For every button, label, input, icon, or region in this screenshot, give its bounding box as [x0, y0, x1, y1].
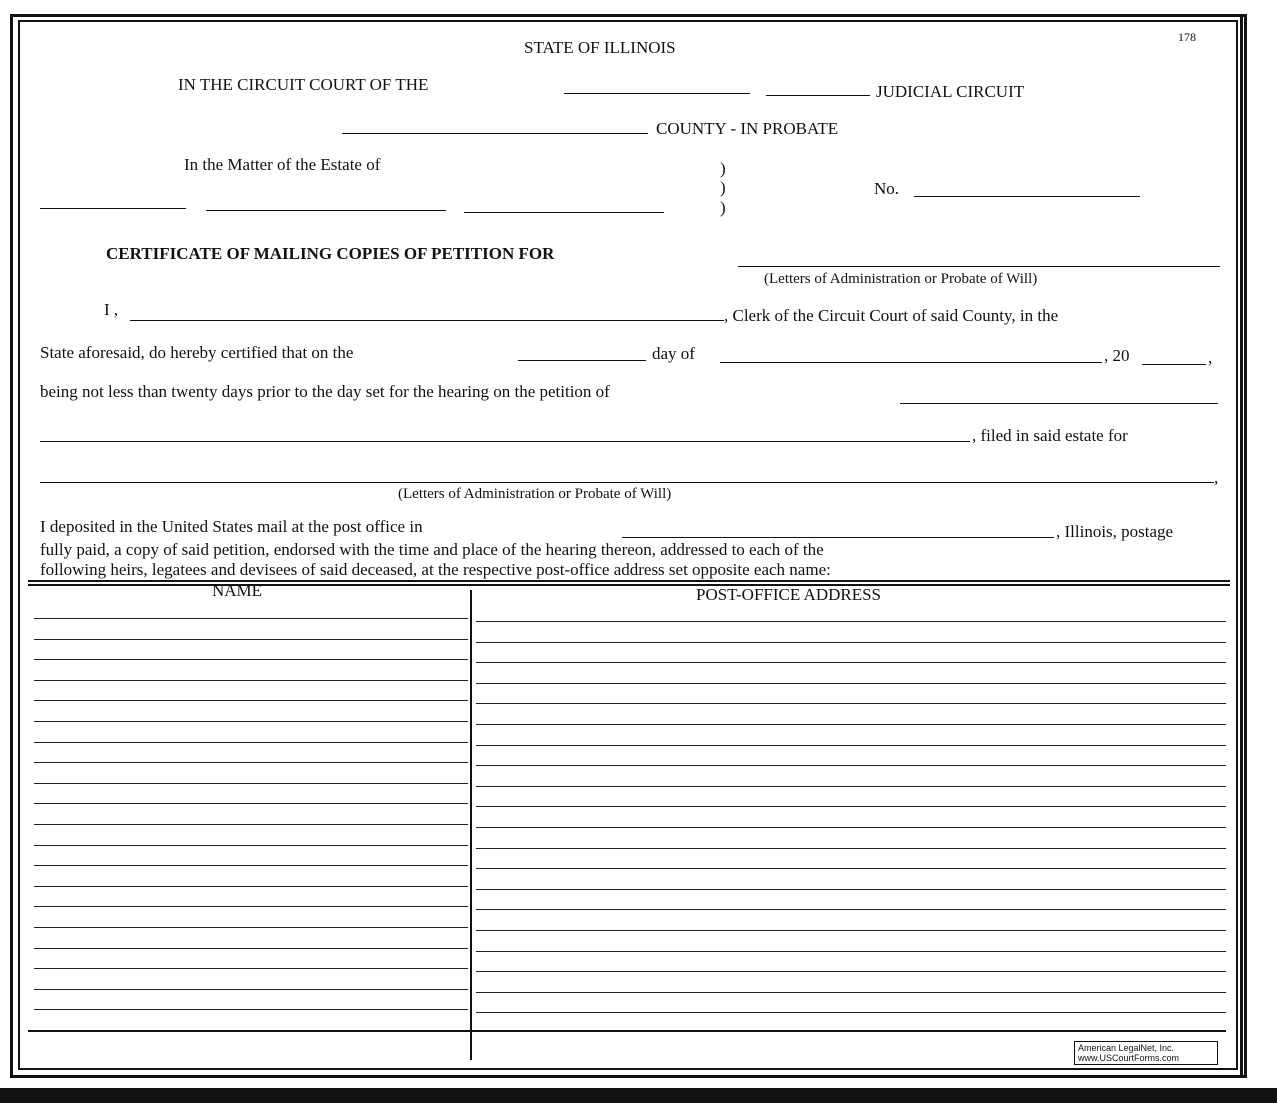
filed-text: , filed in said estate for — [972, 426, 1128, 445]
name-entry-line[interactable] — [34, 721, 468, 722]
filed-for-hint: (Letters of Administration or Probate of Will) — [398, 486, 672, 502]
case-number-field[interactable] — [914, 196, 1140, 197]
address-entry-line[interactable] — [476, 992, 1226, 993]
circuit-number-field[interactable] — [564, 93, 750, 94]
name-entry-line[interactable] — [34, 886, 468, 887]
year-prefix: , 20 — [1104, 346, 1130, 365]
case-number-label: No. — [874, 179, 900, 198]
circuit-suffix: JUDICIAL CIRCUIT — [876, 82, 1025, 101]
address-entry-line[interactable] — [476, 642, 1226, 643]
publisher-website: www.USCourtForms.com — [1078, 1053, 1180, 1063]
filed-for-field[interactable] — [40, 482, 1214, 483]
decedent-name-field-1[interactable] — [40, 208, 186, 209]
address-entry-line[interactable] — [476, 909, 1226, 910]
name-entry-line[interactable] — [34, 762, 468, 763]
form-number: 178 — [1178, 30, 1196, 44]
name-entry-line[interactable] — [34, 783, 468, 784]
year-comma: , — [1208, 348, 1213, 367]
estate-matter-label: In the Matter of the Estate of — [184, 155, 381, 174]
address-entry-line[interactable] — [476, 621, 1226, 622]
publisher-credit — [1074, 1041, 1218, 1065]
petitioner-field[interactable] — [900, 403, 1218, 404]
address-entry-line[interactable] — [476, 1012, 1226, 1013]
address-entry-line[interactable] — [476, 868, 1226, 869]
name-entry-line[interactable] — [34, 906, 468, 907]
name-entry-line[interactable] — [34, 968, 468, 969]
day-of-text: day of — [652, 344, 695, 363]
deposit-text: I deposited in the United States mail at the post office in — [40, 517, 423, 536]
address-entry-line[interactable] — [476, 786, 1226, 787]
caption-paren-2: ) — [720, 178, 726, 197]
filed-for-comma: , — [1214, 468, 1219, 487]
clerk-i-label: I , — [104, 300, 119, 319]
court-prefix: IN THE CIRCUIT COURT OF THE — [178, 75, 429, 94]
right-border-edge — [1240, 14, 1243, 1078]
scan-bottom-bar — [0, 1088, 1277, 1103]
petitioner-field-2[interactable] — [40, 441, 970, 442]
name-entry-line[interactable] — [34, 948, 468, 949]
state-aforesaid-text: State aforesaid, do hereby certified that on the — [40, 343, 354, 362]
name-entry-line[interactable] — [34, 680, 468, 681]
caption-paren-3: ) — [720, 198, 726, 217]
address-entry-line[interactable] — [476, 765, 1226, 766]
clerk-name-field[interactable] — [130, 320, 724, 321]
name-entry-line[interactable] — [34, 659, 468, 660]
decedent-name-field-2[interactable] — [206, 210, 446, 211]
address-entry-line[interactable] — [476, 848, 1226, 849]
name-entry-line[interactable] — [34, 639, 468, 640]
address-entry-line[interactable] — [476, 724, 1226, 725]
petition-type-hint: (Letters of Administration or Probate of Will) — [764, 271, 1038, 287]
table-top-border-2 — [28, 584, 1230, 586]
certificate-title: CERTIFICATE OF MAILING COPIES OF PETITION FOR — [106, 244, 555, 263]
table-top-border — [28, 580, 1230, 582]
post-office-city-field[interactable] — [622, 537, 1054, 538]
caption-paren-1: ) — [720, 159, 726, 178]
circuit-number-field-2[interactable] — [766, 95, 870, 96]
county-suffix: COUNTY - IN PROBATE — [656, 119, 839, 138]
address-entry-line[interactable] — [476, 930, 1226, 931]
publisher-name: American LegalNet, Inc. — [1078, 1043, 1175, 1053]
address-entry-line[interactable] — [476, 662, 1226, 663]
illinois-postage-text: , Illinois, postage — [1056, 522, 1174, 541]
address-entry-line[interactable] — [476, 703, 1226, 704]
address-column-header: POST-OFFICE ADDRESS — [696, 585, 882, 604]
fully-paid-text: fully paid, a copy of said petition, endorsed with the time and place of the hearing thereon, addressed to each of the — [40, 540, 824, 559]
column-divider — [470, 590, 472, 1060]
name-entry-line[interactable] — [34, 700, 468, 701]
name-entry-line[interactable] — [34, 989, 468, 990]
name-column-header: NAME — [212, 581, 263, 600]
petition-type-field[interactable] — [738, 266, 1220, 267]
name-entry-line[interactable] — [34, 803, 468, 804]
address-entry-line[interactable] — [476, 971, 1226, 972]
name-entry-line[interactable] — [34, 865, 468, 866]
decedent-name-field-3[interactable] — [464, 212, 664, 213]
clerk-text: , Clerk of the Circuit Court of said County, in the — [724, 306, 1059, 325]
table-bottom-border — [28, 1030, 1226, 1032]
address-entry-line[interactable] — [476, 683, 1226, 684]
name-entry-line[interactable] — [34, 618, 468, 619]
name-entry-line[interactable] — [34, 742, 468, 743]
heirs-text: following heirs, legatees and devisees of said deceased, at the respective post-office address set opposite each name: — [40, 560, 831, 579]
county-name-field[interactable] — [342, 133, 648, 134]
name-entry-line[interactable] — [34, 1009, 468, 1010]
year-field[interactable] — [1142, 364, 1206, 365]
address-entry-line[interactable] — [476, 806, 1226, 807]
address-entry-line[interactable] — [476, 951, 1226, 952]
name-entry-line[interactable] — [34, 824, 468, 825]
address-entry-line[interactable] — [476, 889, 1226, 890]
month-field[interactable] — [720, 362, 1102, 363]
day-field[interactable] — [518, 360, 646, 361]
state-heading: STATE OF ILLINOIS — [524, 38, 676, 57]
address-entry-line[interactable] — [476, 745, 1226, 746]
name-entry-line[interactable] — [34, 927, 468, 928]
address-entry-line[interactable] — [476, 827, 1226, 828]
prior-days-text: being not less than twenty days prior to the day set for the hearing on the petition of — [40, 382, 610, 401]
name-entry-line[interactable] — [34, 845, 468, 846]
